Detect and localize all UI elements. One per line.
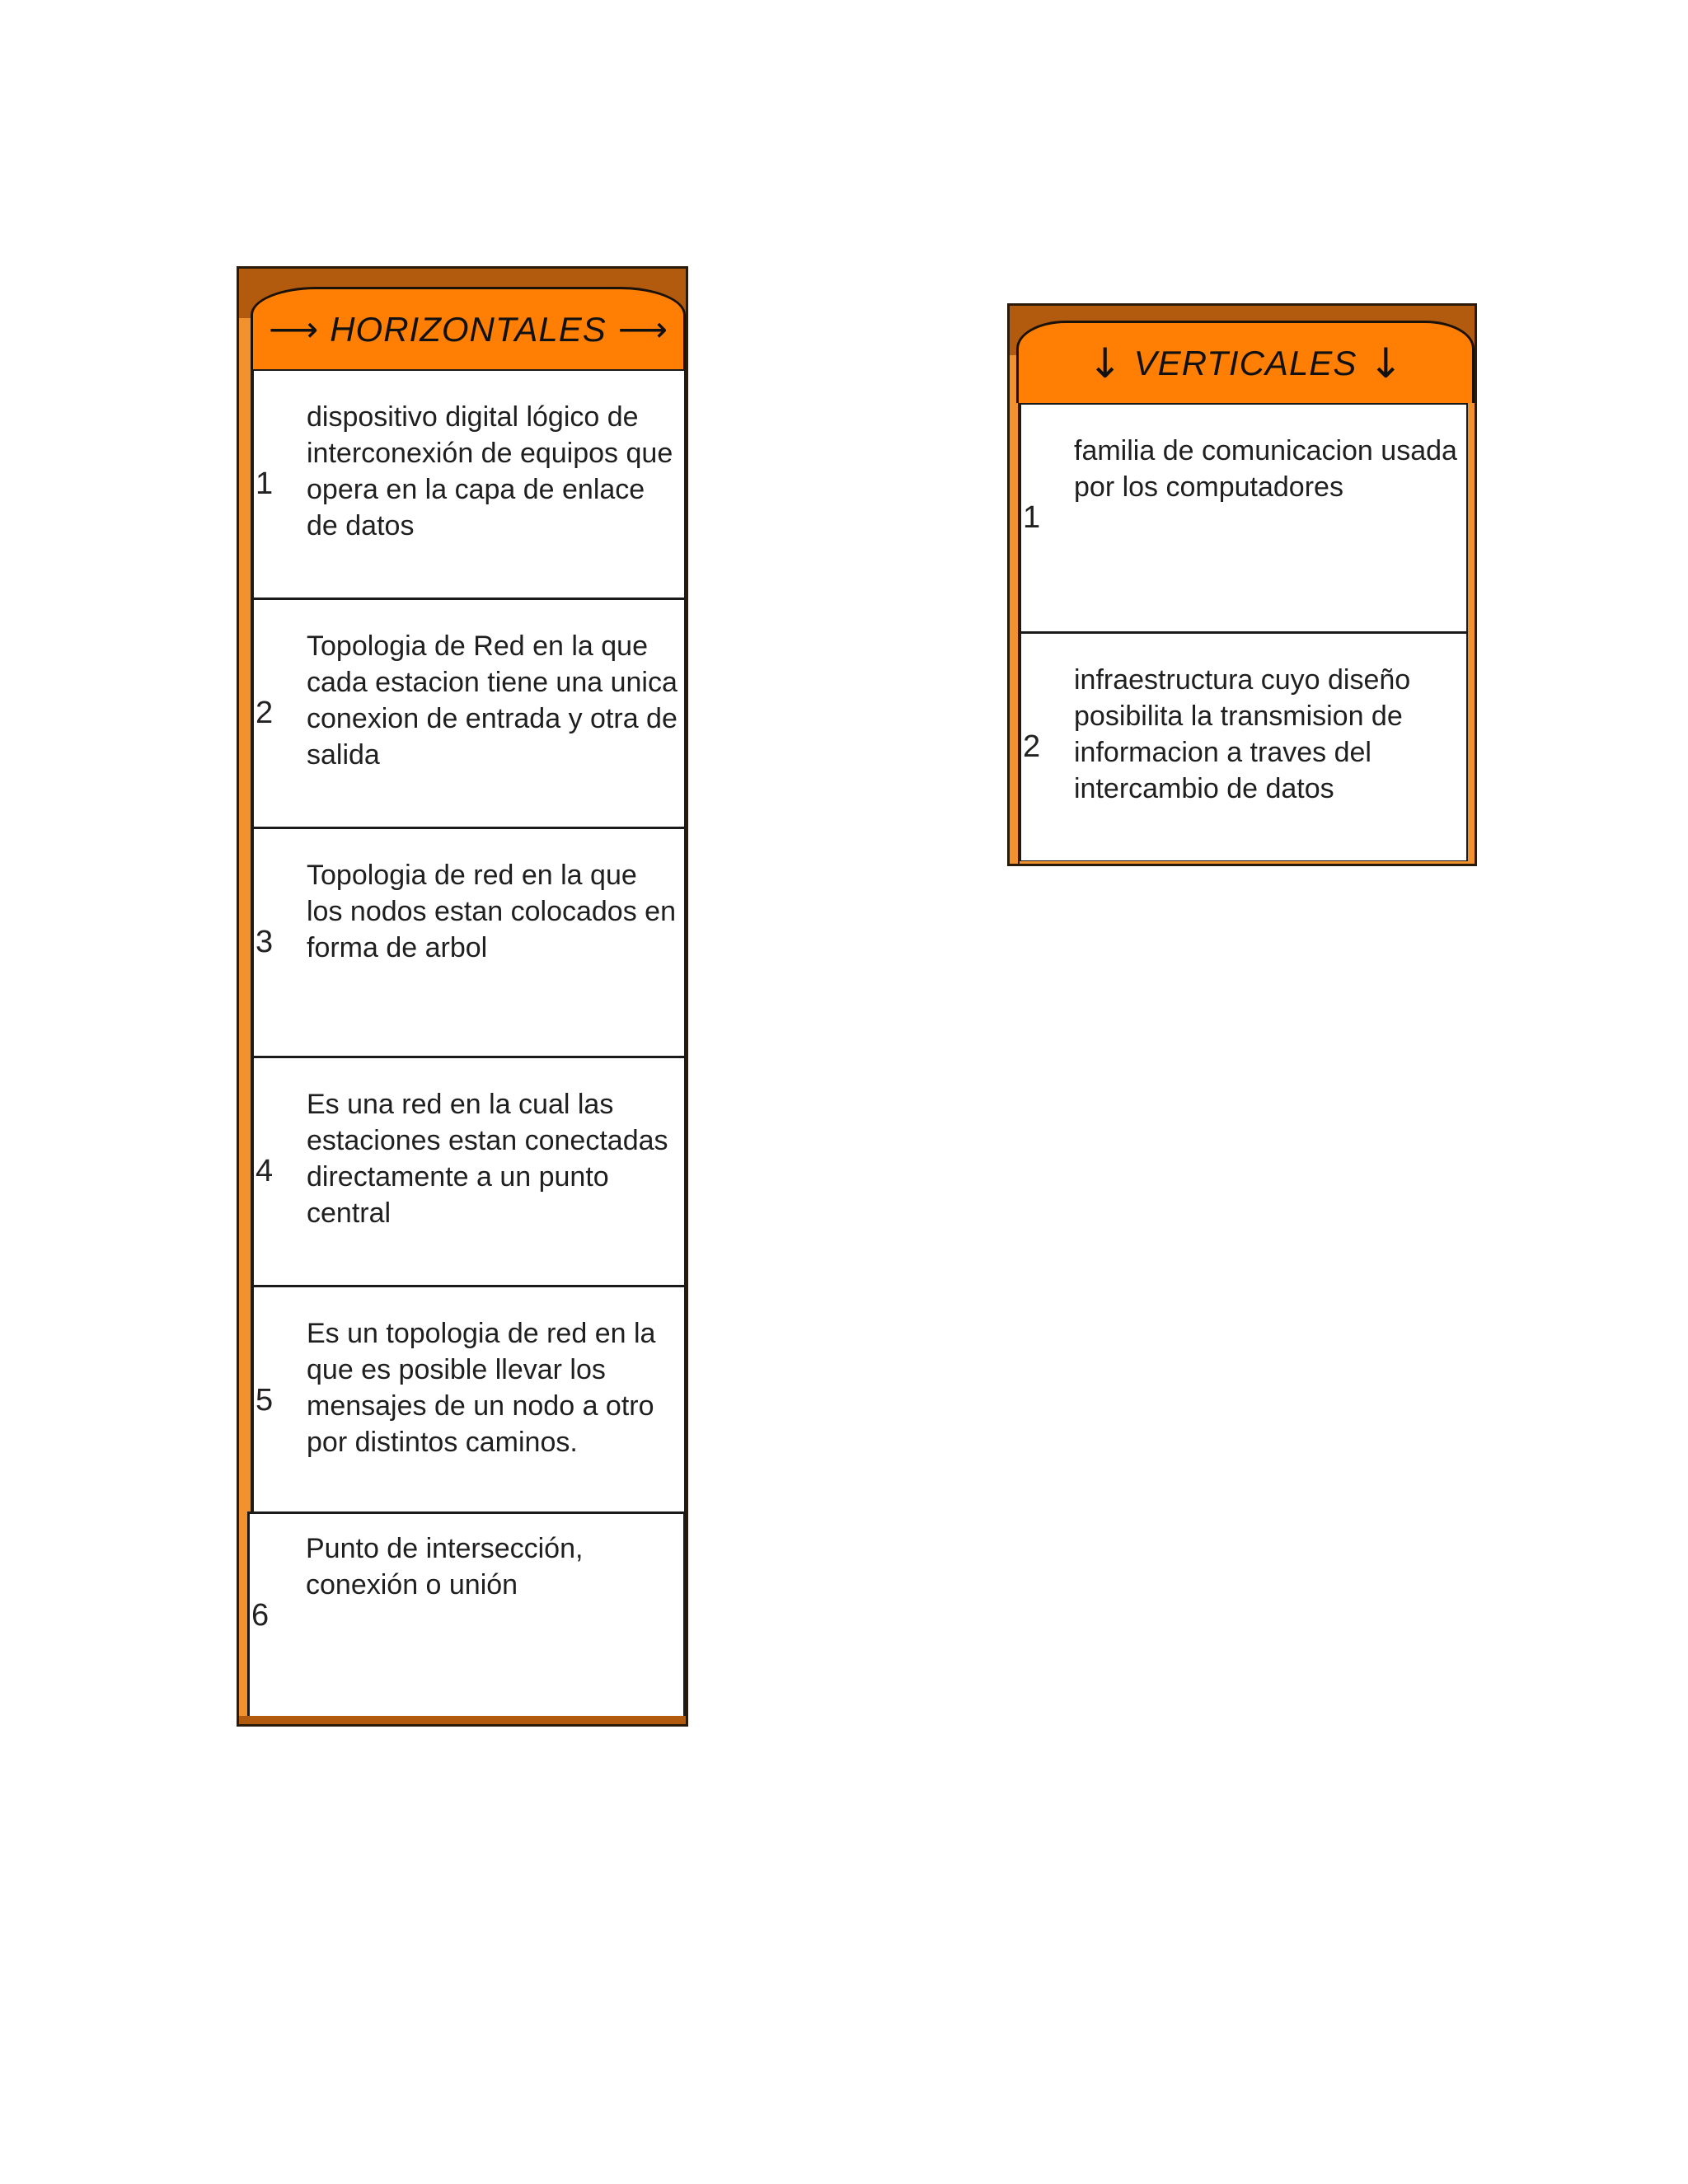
clue-row [252, 598, 686, 827]
clue-text: familia de comunicacion usada por los computadores [1074, 435, 1457, 503]
clue-text: Es una red en la cual las estaciones estan conectadas directamente a un punto central [307, 1089, 668, 1229]
right-arrow-icon: ⟶ [617, 308, 668, 349]
clue-row [252, 1286, 686, 1515]
clue-text: Topologia de red en la que los nodos estan colocados en forma de arbol [307, 860, 676, 963]
vertical-clue-list [1020, 403, 1468, 861]
clue-row [252, 1057, 686, 1286]
clue-row [247, 1511, 686, 1719]
clue-number: 3 [256, 925, 274, 959]
clue-row [252, 827, 686, 1057]
clue-number: 2 [256, 696, 274, 730]
right-arrow-icon: ⟶ [268, 308, 319, 349]
horizontal-title: HORIZONTALES [330, 309, 607, 349]
clue-number: 5 [256, 1383, 274, 1418]
clue-text: infraestructura cuyo diseño posibilita la transmision de informacion a traves del intercambio de datos [1074, 664, 1411, 804]
clue-text: dispositivo digital lógico de interconexión de equipos que opera en la capa de enlace de datos [307, 401, 673, 541]
clue-text: Punto de intersección, conexión o unión [306, 1533, 584, 1601]
horizontal-header [251, 287, 686, 369]
clue-number: 4 [256, 1154, 274, 1188]
panel-bottom-band [239, 1716, 686, 1724]
clue-text: Topologia de Red en la que cada estacion tiene una unica conexion de entrada y otra de salida [307, 630, 678, 771]
clue-number: 1 [256, 466, 274, 501]
panel-left-strip [1010, 355, 1020, 864]
vertical-clues-panel [1007, 303, 1477, 866]
clue-row [252, 369, 686, 598]
clue-number: 6 [251, 1597, 270, 1633]
vertical-title: VERTICALES [1133, 343, 1357, 382]
vertical-header [1016, 321, 1475, 403]
clue-number: 1 [1023, 500, 1041, 535]
horizontal-clues-panel [237, 266, 688, 1727]
clue-row [1020, 632, 1468, 861]
clue-number: 2 [1023, 729, 1041, 764]
horizontal-clue-list [252, 369, 686, 1515]
clue-text: Es un topologia de red en la que es posible llevar los mensajes de un nodo a otro por distintos caminos. [307, 1318, 656, 1458]
down-arrow-icon: ↓ [1368, 339, 1404, 387]
down-arrow-icon: ↓ [1087, 339, 1123, 387]
clue-row [1020, 403, 1468, 632]
